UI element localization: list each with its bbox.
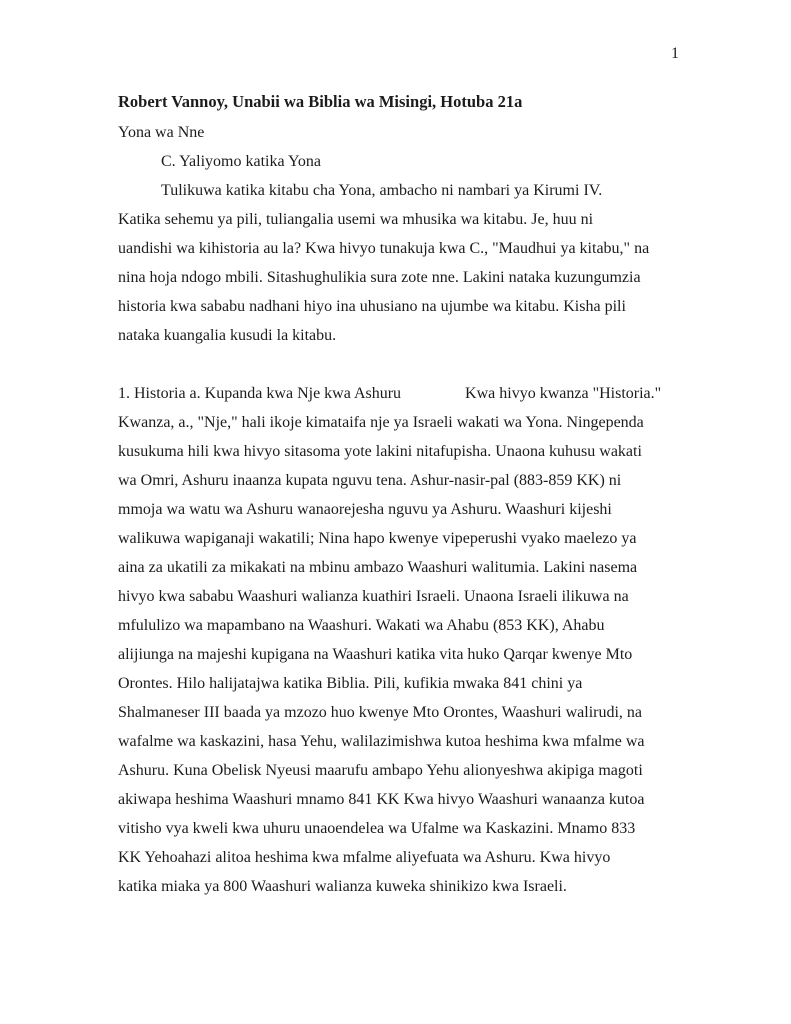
text-line: Orontes. Hilo halijatajwa katika Biblia. Pili, kufikia mwaka 841 chini ya bbox=[118, 675, 583, 692]
text-line: Tulikuwa katika kitabu cha Yona, ambacho ni nambari ya Kirumi IV. bbox=[161, 182, 603, 199]
paragraph-2 bbox=[118, 379, 718, 901]
page-number: 1 bbox=[671, 45, 679, 62]
text-line: wa Omri, Ashuru inaanza kupata nguvu tena. Ashur-nasir-pal (883-859 KK) ni bbox=[118, 472, 622, 489]
document-title: Robert Vannoy, Unabii wa Biblia wa Misingi, Hotuba 21a bbox=[118, 92, 523, 111]
text-line: uandishi wa kihistoria au la? Kwa hivyo tunakuja kwa C., "Maudhui ya kitabu," na bbox=[118, 240, 650, 257]
document-subtitle: Yona wa Nne bbox=[118, 124, 205, 141]
text-line: nina hoja ndogo mbili. Sitashughulikia sura zote nne. Lakini nataka kuzungumzia bbox=[118, 269, 641, 286]
text-line: Ashuru. Kuna Obelisk Nyeusi maarufu ambapo Yehu alionyeshwa akipiga magoti bbox=[118, 762, 643, 779]
text-line: Kwanza, a., "Nje," hali ikoje kimataifa nje ya Israeli wakati wa Yona. Ningependa bbox=[118, 414, 644, 431]
text-line: alijiunga na majeshi kupigana na Waashuri katika vita huko Qarqar kwenye Mto bbox=[118, 646, 633, 663]
section-heading: C. Yaliyomo katika Yona bbox=[161, 153, 322, 170]
document-content bbox=[118, 86, 718, 901]
text-line: aina za ukatili za mikakati na mbinu ambazo Waashuri walitumia. Lakini nasema bbox=[118, 559, 638, 576]
text-line: mfululizo wa mapambano na Waashuri. Wakati wa Ahabu (853 KK), Ahabu bbox=[118, 617, 605, 634]
text-line: 1. Historia a. Kupanda kwa Nje kwa Ashuru Kwa hivyo kwanza "Historia." bbox=[118, 385, 662, 402]
text-line: Katika sehemu ya pili, tuliangalia usemi wa mhusika wa kitabu. Je, huu ni bbox=[118, 211, 594, 228]
text-line: katika miaka ya 800 Waashuri walianza kuweka shinikizo kwa Israeli. bbox=[118, 878, 567, 895]
text-line: wafalme wa kaskazini, hasa Yehu, walilazimishwa kutoa heshima kwa mfalme wa bbox=[118, 733, 645, 750]
text-line: akiwapa heshima Waashuri mnamo 841 KK Kwa hivyo Waashuri wanaanza kutoa bbox=[118, 791, 645, 808]
text-line: historia kwa sababu nadhani hiyo ina uhusiano na ujumbe wa kitabu. Kisha pili bbox=[118, 298, 626, 315]
text-line: nataka kuangalia kusudi la kitabu. bbox=[118, 327, 337, 344]
text-line: hivyo kwa sababu Waashuri walianza kuathiri Israeli. Unaona Israeli ilikuwa na bbox=[118, 588, 629, 605]
text-line: Shalmaneser III baada ya mzozo huo kwenye Mto Orontes, Waashuri walirudi, na bbox=[118, 704, 643, 721]
text-line: vitisho vya kweli kwa uhuru unaoendelea wa Ufalme wa Kaskazini. Mnamo 833 bbox=[118, 820, 636, 837]
text-line: kusukuma hili kwa hivyo sitasoma yote lakini nitafupisha. Unaona kuhusu wakati bbox=[118, 443, 642, 460]
body-text bbox=[118, 176, 718, 901]
text-line: walikuwa wapiganaji wakatili; Nina hapo kwenye vipeperushi vyako maelezo ya bbox=[118, 530, 637, 547]
text-line: mmoja wa watu wa Ashuru wanaorejesha nguvu ya Ashuru. Waashuri kijeshi bbox=[118, 501, 612, 518]
paragraph-1 bbox=[118, 176, 718, 350]
text-line: KK Yehoahazi alitoa heshima kwa mfalme aliyefuata wa Ashuru. Kwa hivyo bbox=[118, 849, 611, 866]
